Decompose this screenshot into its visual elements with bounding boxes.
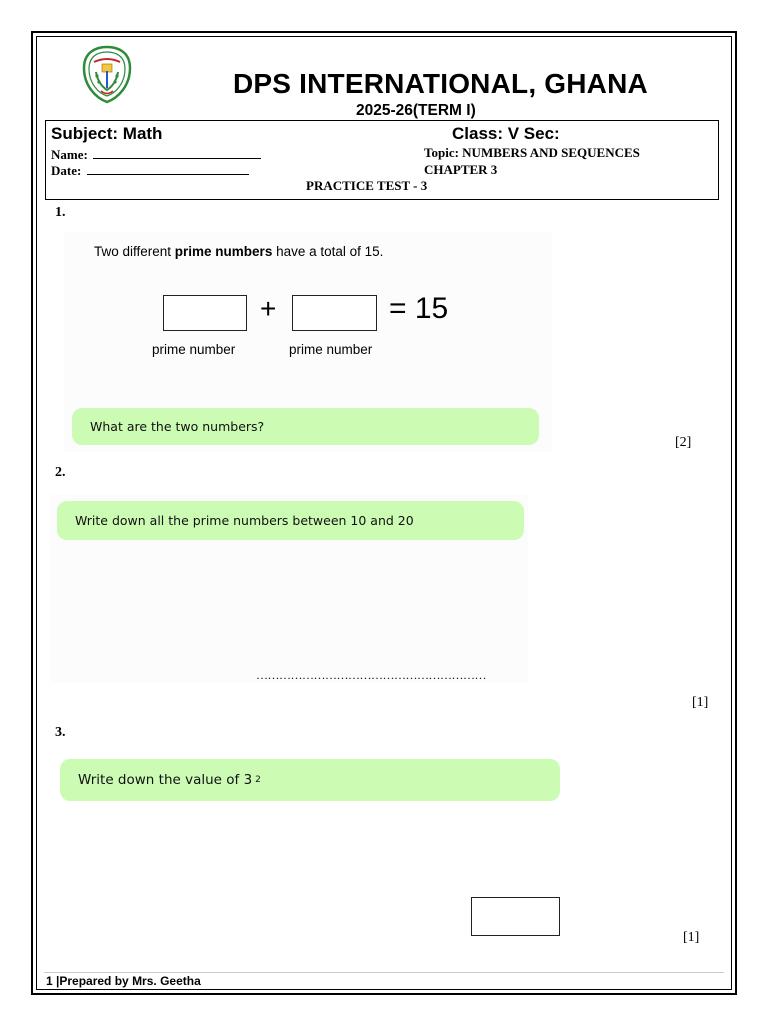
topic-label: Topic: NUMBERS AND SEQUENCES (424, 145, 640, 160)
answer-box-3[interactable] (471, 897, 560, 936)
question-1-intro (94, 244, 383, 259)
answer-box-1[interactable] (163, 295, 247, 331)
question-2-prompt: Write down all the prime numbers between 10 and 20 (57, 501, 524, 540)
question-3-number: 3. (55, 725, 66, 740)
plus-sign: + (260, 293, 277, 324)
school-crest-icon (80, 44, 134, 104)
name-field[interactable] (93, 146, 261, 159)
date-row (51, 162, 249, 179)
question-3-prompt (60, 759, 560, 801)
intro-text: Two different (94, 244, 175, 259)
question-2-number: 2. (55, 465, 66, 480)
test-title: PRACTICE TEST - 3 (306, 178, 428, 193)
exponent: 2 (255, 775, 261, 785)
intro-bold-text: prime numbers (174, 244, 273, 259)
equals-fifteen: = 15 (389, 292, 449, 325)
date-label: Date: (51, 163, 82, 178)
name-label: Name: (51, 147, 88, 162)
footer-divider (44, 972, 724, 973)
school-name: DPS INTERNATIONAL, GHANA (233, 68, 648, 99)
question-2-marks: [1] (692, 695, 709, 710)
intro-text-end: have a total of 15. (272, 244, 384, 259)
date-field[interactable] (87, 162, 249, 175)
footer-text: 1 |Prepared by Mrs. Geetha (46, 974, 201, 988)
name-row (51, 146, 261, 163)
question-3-prompt-text: Write down the value of 3 (78, 772, 253, 788)
question-1-number: 1. (55, 205, 66, 220)
answer-line[interactable]: …………………………………………………… (256, 668, 486, 682)
question-1-prompt: What are the two numbers? (72, 408, 539, 445)
question-1-marks: [2] (675, 435, 692, 450)
question-3-marks: [1] (683, 930, 700, 945)
box-label-2: prime number (289, 342, 373, 357)
subject-label: Subject: Math (51, 124, 163, 143)
term-label: 2025-26(TERM I) (356, 102, 476, 119)
class-section-label: Class: V Sec: (452, 124, 560, 143)
chapter-label: CHAPTER 3 (424, 162, 498, 177)
box-label-1: prime number (152, 342, 236, 357)
answer-box-2[interactable] (292, 295, 377, 331)
